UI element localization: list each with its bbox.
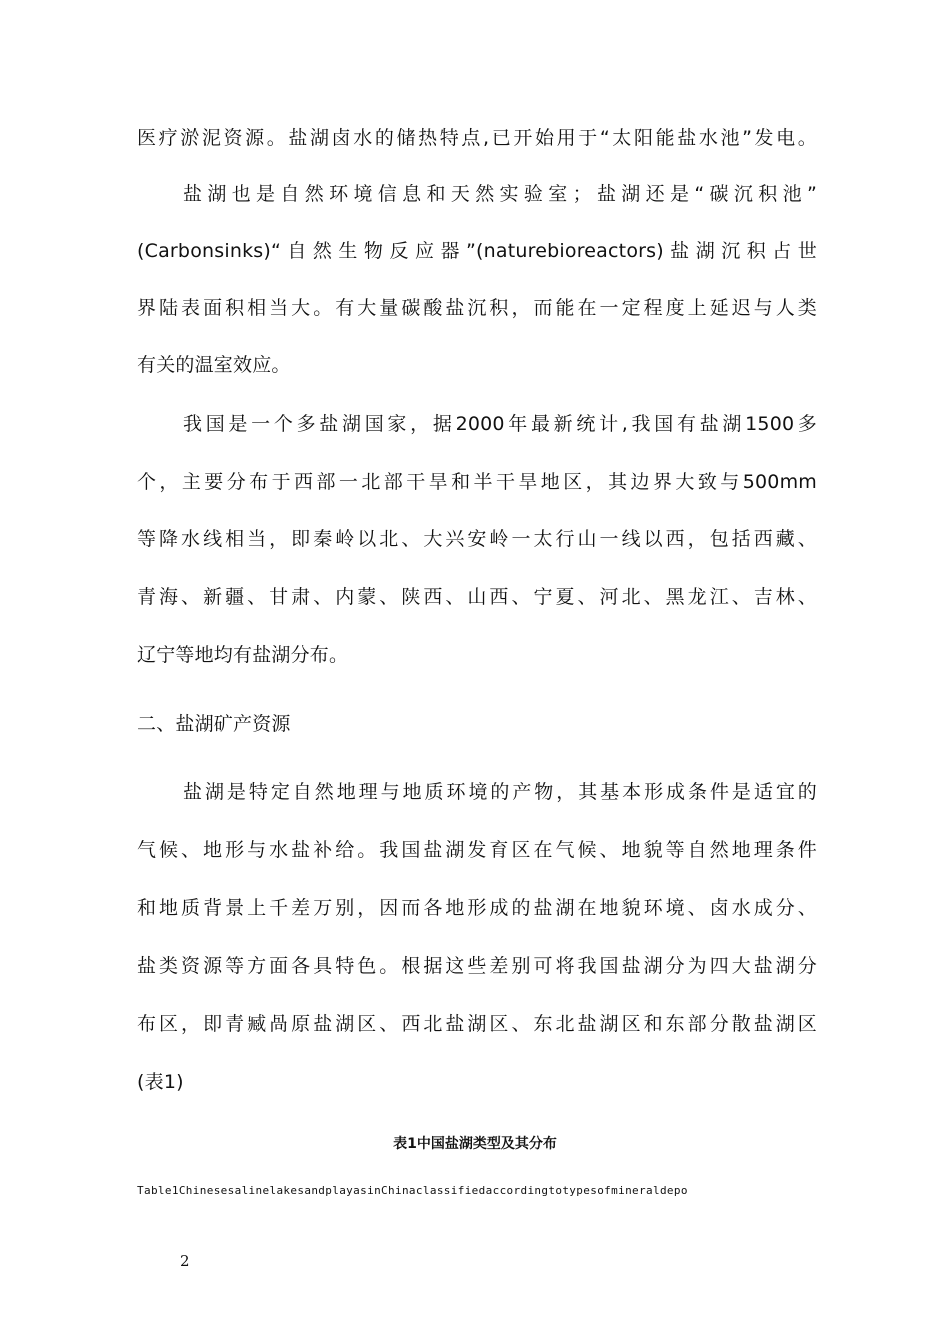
paragraph-line: 医疗淤泥资源。盐湖卤水的储热特点,已开始用于“太阳能盐水池”发电。 [137,127,817,149]
page-number: 2 [180,1252,190,1270]
paragraph-line: 布区，即青臧咼原盐湖区、西北盐湖区、东北盐湖区和东部分散盐湖区 [137,1013,817,1035]
paragraph-line: 青海、新疆、甘肃、内蒙、陕西、山西、宁夏、河北、黑龙江、吉林、 [137,586,817,608]
paragraph-line: 气候、地形与水盐补给。我国盐湖发育区在气候、地貌等自然地理条件 [137,839,817,861]
paragraph-line: (Carbonsinks)“自然生物反应器”(naturebioreactors)盐湖沉积占世 [137,240,817,262]
paragraph-line: (表1) [137,1071,184,1093]
section-heading: 二、盐湖矿产资源 [137,713,291,735]
paragraph-line: 界陆表面积相当大。有大量碳酸盐沉积，而能在一定程度上延迟与人类 [137,297,817,319]
paragraph-line: 和地质背景上千差万别，因而各地形成的盐湖在地貌环境、卤水成分、 [137,897,817,919]
paragraph-line: 我国是一个多盐湖国家，据2000年最新统计,我国有盐湖1500多 [183,413,817,435]
paragraph-line: 盐湖是特定自然地理与地质环境的产物，其基本形成条件是适宜的 [183,781,817,803]
paragraph-line: 盐湖也是自然环境信息和天然实验室；盐湖还是“碳沉积池” [183,183,817,205]
table-title: 表1中国盐湖类型及其分布 [393,1136,557,1152]
paragraph-line: 盐类资源等方面各具特色。根据这些差别可将我国盐湖分为四大盐湖分 [137,955,817,977]
paragraph-line: 等降水线相当，即秦岭以北、大兴安岭一太行山一线以西，包括西藏、 [137,528,817,550]
paragraph-line: 个，主要分布于西部一北部干旱和半干旱地区，其边界大致与500mm [137,471,817,493]
paragraph-line: 辽宁等地均有盐湖分布。 [137,644,349,666]
table-subtitle: Table1ChinesesalinelakesandplayasinChinaclassifiedaccordingtotypesofmineraldepo [137,1184,688,1197]
paragraph-line: 有关的温室效应。 [137,354,291,376]
